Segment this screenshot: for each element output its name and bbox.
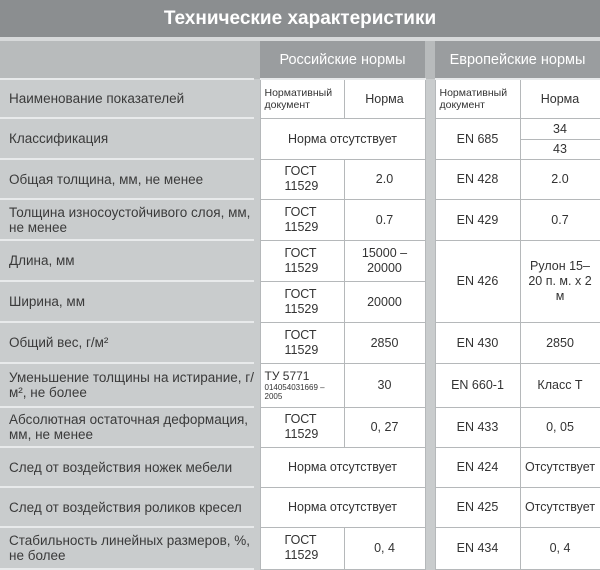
eu-thickness-norm: 2.0	[520, 159, 600, 199]
ru-deformation-doc: ГОСТ 11529	[260, 407, 344, 447]
ru-furniture-legs-merged: Норма отсутствует	[260, 447, 425, 487]
ru-deformation-norm: 0, 27	[344, 407, 425, 447]
group-header-blank	[0, 41, 254, 79]
eu-furniture-legs-doc: EN 424	[435, 447, 520, 487]
eu-classification-norm-1: 34	[520, 118, 600, 139]
eu-weight-norm: 2850	[520, 322, 600, 363]
row-label-wear-layer: Толщина износоустойчивого слоя, мм, не менее	[0, 199, 254, 240]
group-european: Европейские нормы	[435, 41, 600, 79]
ru-abrasion-doc	[260, 363, 344, 407]
row-label-stability: Стабильность линейных размеров, %, не более	[0, 527, 254, 569]
ru-stability-doc: ГОСТ 11529	[260, 527, 344, 569]
ru-wear-layer-norm: 0.7	[344, 199, 425, 240]
row-label-deformation: Абсолютная остаточная деформация, мм, не менее	[0, 407, 254, 447]
row-label-width: Ширина, мм	[0, 281, 254, 322]
row-label-chair-rollers: След от воздействия роликов кресел	[0, 487, 254, 527]
ru-thickness-norm: 2.0	[344, 159, 425, 199]
eu-chair-rollers-doc: EN 425	[435, 487, 520, 527]
ru-thickness-doc: ГОСТ 11529	[260, 159, 344, 199]
row-label-furniture-legs: След от воздействия ножек мебели	[0, 447, 254, 487]
ru-chair-rollers-merged: Норма отсутствует	[260, 487, 425, 527]
header-eu-norm: Норма	[520, 79, 600, 118]
ru-weight-doc: ГОСТ 11529	[260, 322, 344, 363]
eu-classification-norm-2: 43	[520, 139, 600, 159]
eu-deformation-doc: EN 433	[435, 407, 520, 447]
eu-stability-doc: EN 434	[435, 527, 520, 569]
eu-thickness-doc: EN 428	[435, 159, 520, 199]
ru-width-norm: 20000	[344, 281, 425, 322]
group-russian: Российские нормы	[260, 41, 425, 79]
eu-chair-rollers-norm: Отсутствует	[520, 487, 600, 527]
header-indicator: Наименование показателей	[0, 79, 254, 118]
ru-abrasion-doc-main: ТУ 5771	[264, 368, 310, 383]
header-eu-doc: Нормативный документ	[435, 79, 520, 118]
ru-abrasion-norm: 30	[344, 363, 425, 407]
ru-width-doc: ГОСТ 11529	[260, 281, 344, 322]
ru-abrasion-doc-number: 014054031669 – 2005	[264, 382, 325, 401]
eu-abrasion-norm: Класс Т	[520, 363, 600, 407]
row-label-length: Длина, мм	[0, 240, 254, 281]
ru-weight-norm: 2850	[344, 322, 425, 363]
ru-length-norm: 15000 – 20000	[344, 240, 425, 281]
ru-wear-layer-doc: ГОСТ 11529	[260, 199, 344, 240]
row-label-thickness: Общая толщина, мм, не менее	[0, 159, 254, 199]
eu-classification-doc: EN 685	[435, 118, 520, 159]
eu-length-width-doc: EN 426	[435, 240, 520, 322]
spec-table	[0, 41, 600, 570]
ru-length-doc: ГОСТ 11529	[260, 240, 344, 281]
eu-abrasion-doc: EN 660-1	[435, 363, 520, 407]
row-label-weight: Общий вес, г/м²	[0, 322, 254, 363]
page-title: Технические характеристики	[0, 0, 600, 37]
ru-classification-merged: Норма отсутствует	[260, 118, 425, 159]
eu-wear-layer-norm: 0.7	[520, 199, 600, 240]
eu-length-width-norm: Рулон 15–20 п. м. x 2 м	[520, 240, 600, 322]
row-label-abrasion: Уменьшение толщины на истирание, г/м², не более	[0, 363, 254, 407]
header-ru-norm: Норма	[344, 79, 425, 118]
eu-weight-doc: EN 430	[435, 322, 520, 363]
header-ru-doc: Нормативный документ	[260, 79, 344, 118]
ru-stability-norm: 0, 4	[344, 527, 425, 569]
eu-furniture-legs-norm: Отсутствует	[520, 447, 600, 487]
eu-stability-norm: 0, 4	[520, 527, 600, 569]
eu-deformation-norm: 0, 05	[520, 407, 600, 447]
row-label-classification: Классификация	[0, 118, 254, 159]
eu-wear-layer-doc: EN 429	[435, 199, 520, 240]
